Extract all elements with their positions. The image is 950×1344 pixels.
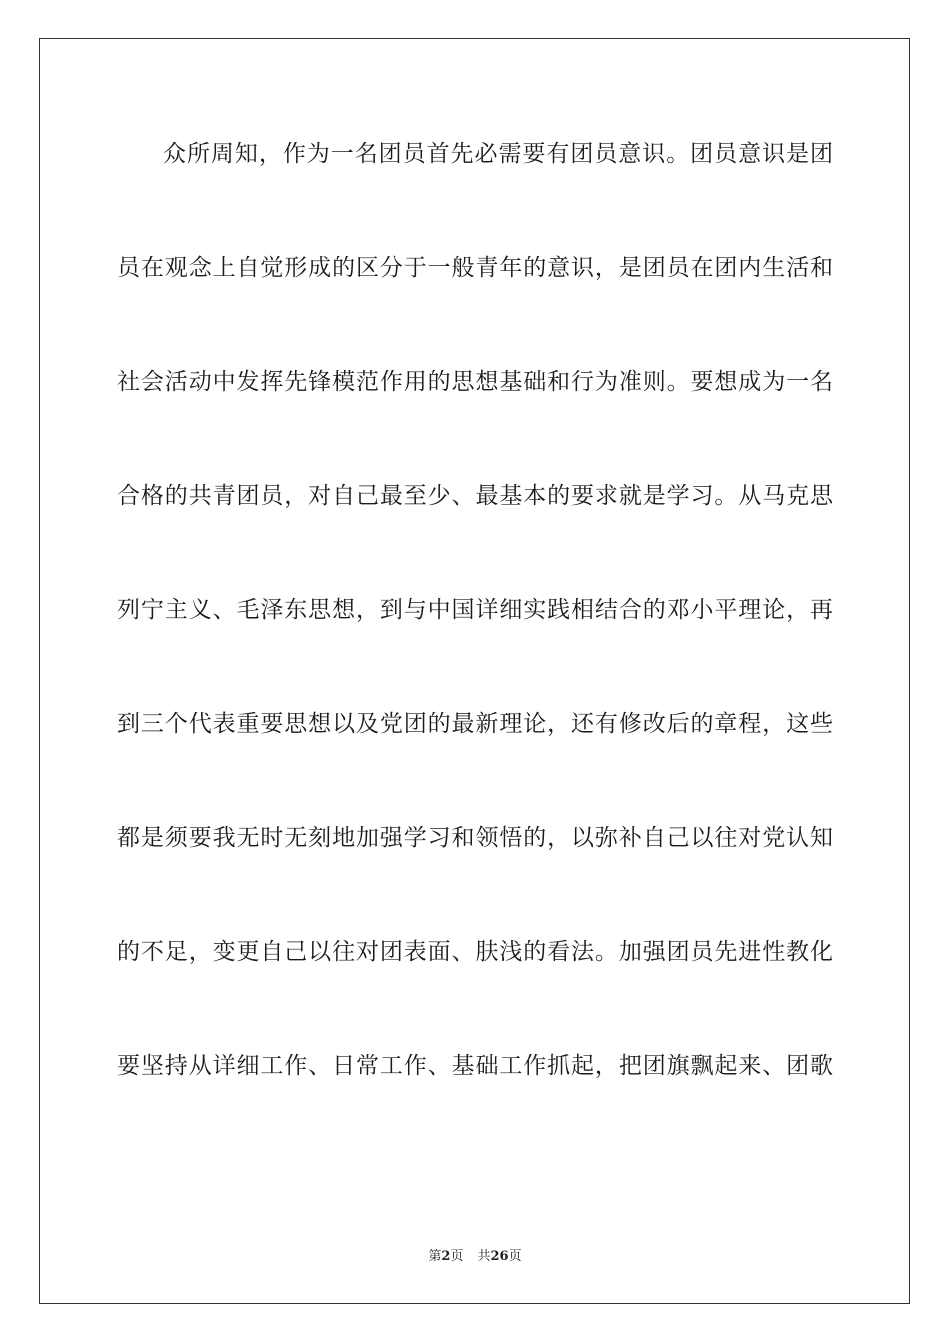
text-line: 的不足，变更自己以往对团表面、肤浅的看法。加强团员先进性教化 [117, 939, 833, 965]
text-line: 到三个代表重要思想以及党团的最新理论，还有修改后的章程，这些 [117, 711, 833, 737]
text-line: 列宁主义、毛泽东思想，到与中国详细实践相结合的邓小平理论，再 [117, 597, 833, 623]
page-footer [0, 1245, 950, 1264]
page-prefix: 第 [428, 1249, 442, 1264]
document-body [117, 122, 833, 1148]
text-line: 都是须要我无时无刻地加强学习和领悟的，以弥补自己以往对党认知 [117, 825, 833, 851]
text-line: 众所周知，作为一名团员首先必需要有团员意识。团员意识是团 [163, 141, 833, 167]
page-suffix: 页 [450, 1249, 464, 1264]
total-pages: 26 [490, 1249, 509, 1264]
text-line: 要坚持从详细工作、日常工作、基础工作抓起，把团旗飘起来、团歌 [117, 1053, 833, 1079]
total-suffix: 页 [508, 1249, 522, 1264]
text-line: 合格的共青团员，对自己最至少、最基本的要求就是学习。从马克思 [117, 483, 833, 509]
text-line: 员在观念上自觉形成的区分于一般青年的意识，是团员在团内生活和 [117, 255, 833, 281]
page-number: 2 [441, 1249, 451, 1264]
total-prefix: 共 [477, 1249, 491, 1264]
text-line: 社会活动中发挥先锋模范作用的思想基础和行为准则。要想成为一名 [117, 369, 833, 395]
